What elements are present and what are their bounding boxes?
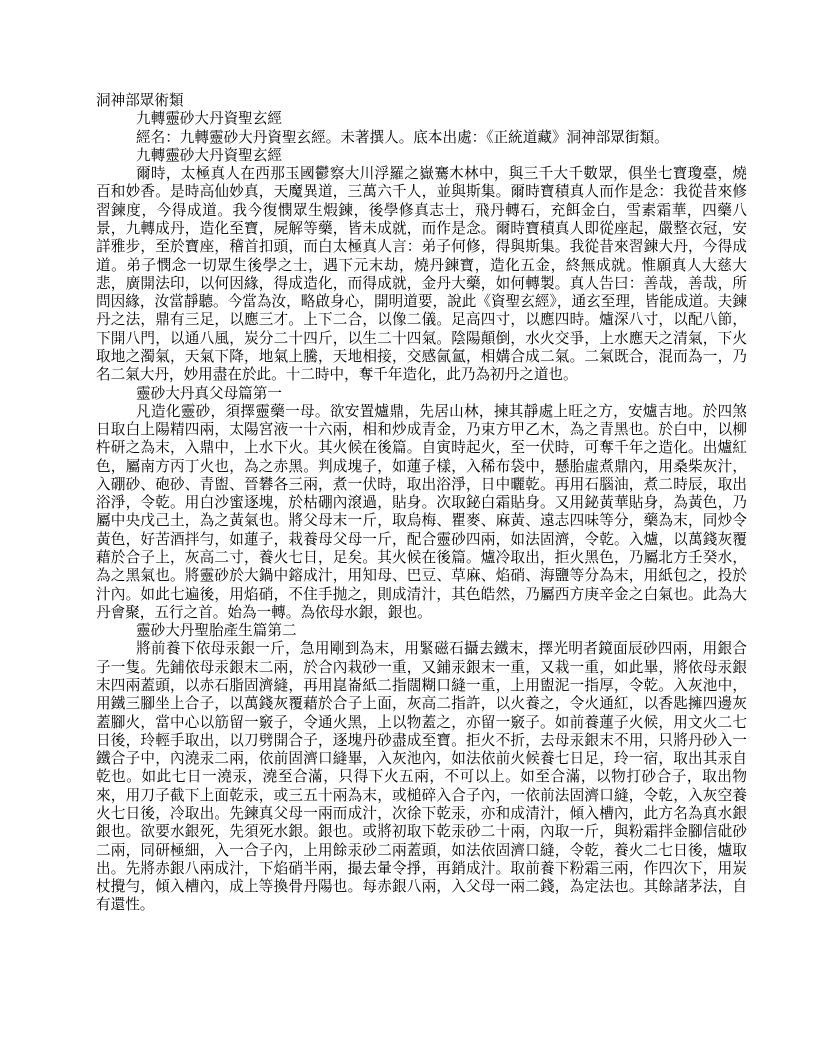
chapter-1-heading: 靈砂大丹真父母篇第一 [136,385,282,402]
doc-title: 九轉靈砂大丹資聖玄經 [136,111,282,128]
chapter-1-paragraph: 凡造化靈砂，須擇靈藥一母。欲安置爐鼎，先居山林，揀其靜處上旺之方，安爐吉地。於四煞日取白上陽精四兩，太陽宮液一十六兩，相和炒成青金，乃束方甲乙木，為之青黑也。於白中，以柳杵研之為末，入鼎中，上水下火。其火候在後篇。自寅時起火，至一伏時，可奪千年之造化。出爐紅色，屬南方丙丁火也，為之赤黑。判成塊子，如蓮子樣，入稀布袋中，懸胎虛煮鼎內，用桑柴灰汁，入硼砂、砲砂、青盥、晉礬各三兩，煮一伏時，取出浴淨，日中曬乾。再用石腦油，煮二時辰，取出浴淨，令乾。用白沙蜜逐塊，於枯硼內滾過，貼身。次取鉍白霜貼身。又用鉍黃華貼身，為黃色，乃屬中央戊己土，為之黃氣也。將父母末一斤，取烏梅、瞿麥、麻黃、遠志四味等分，藥為末，同炒令黃色，好苦酒拌勻，如蓮子，栽養母父母一斤，配合靈砂四兩，如法固濟，令乾。入爐，以萬錢灰覆藉於合子上，灰高二寸，養火七日，足矣。其火候在後篇。爐冷取出，拒火黑色，乃屬北方壬癸水，為之黑氣也。將靈砂於大鍋中鎔成汁，用知母、巴豆、草麻、焰硝、海鹽等分為末，用紙包之，投於汁內。如此七遍後，用焰硝，不住手抛之，則成清汁，其色皓然，乃屬西方庚辛金之白氣也。此為大丹會聚，五行之首。始為一轉。為依母水銀，銀也。 [96,403,747,621]
doc-meta-line: 經名：九轉靈砂大丹資聖玄經。未著撰人。底本出處：《正統道藏》洞神部眾街類。 [136,129,669,146]
chapter-2-paragraph: 將前養下依母汞銀一斤，急用剛到為末，用緊磁石攝去鐵末，擇光明者鏡面辰砂四兩，用銀合子一隻。先鋪依母汞銀末二兩，於合內栽砂一重，又鋪汞銀末一重，又栽一重，如此畢，將依母汞銀末四兩蓋頭，以赤石脂固濟縫，再用崑崙紙二指闊糊口縫一重，上用盥泥一指厚，令乾。入灰池中，用鐵三腳坐上合子，以萬錢灰覆藉於合子上面，灰高二指許，以火養之，令火通紅，以香匙擁四邊灰蓋腳火，當中心以筋留一竅子，令通火黑，上以物蓋之，亦留一竅子。如前養蓮子火候，用文火二七日後，玲輕手取出，以刀劈開合子，逐塊丹砂盡成至寶。拒火不折，去母汞銀末不用，只將丹砂入一鐵合子中，內澆汞二兩，依前固濟口縫畢，入灰池內，如法依前火候養七日足，玲一宿，取出其汞自乾也。如此七日一澆汞，澆至合滿，只得下火五兩，不可以上。如至合滿，以物打砂合子，取出物來，用刀子截下上面乾汞，或三五十兩為末，或槌碎入合子內，一依前法固濟口縫，令乾，入灰空養火七日後，冷取出。先鍊真父母一兩而成汁，次徐下乾汞，亦和成清汁，傾入槽內，此方名為真水銀銀也。欲要水銀死，先須死水銀。銀也。或將初取下乾汞砂二十兩，內取一斤，與粉霜拌金腳信砒砂二兩，同研極細，入一合子內，上用餘汞砂二兩蓋頭，如法依固濟口縫，令乾，養火二七日後，爐取出。先將赤銀八兩成汁，下焰硝半兩，撮去暈令掙，再銷成汁。取前養下粉霜三兩，作四次下，用炭杖攪勻，傾入槽內，成上等換骨丹陽也。每赤銀八兩，入父母一兩二錢，為定法也。其餘諸茅法，自有還性。 [96,641,747,914]
document-page [96,92,747,915]
opening-paragraph: 爾時，太極真人在西那玉國鬱察大川浮羅之嶽騫木林中，與三千大千數眾，俱坐七寶瓊臺，燒百和妙香。是時高仙妙真，天魔異道，三萬六千人，並與斯集。爾時寶積真人而作是念：我從昔來修習鍊度，今得成道。我今復憫眾生煆鍊，後學修真志士，飛丹轉石，充餌金白，雪素霜華，四藥八景，九轉成丹，造化至寶，屍解等藥，皆未成就，而作是念。爾時寶積真人即從座起，嚴整衣冠，安詳雅步，至於寶座，稽首扣頭，而白太極真人言：弟子何修，得與斯集。我從昔來習鍊大丹，今得成道。弟子憫念一切眾生後學之士，遇下元末劫，燒丹鍊寶，造化五金，終無成就。惟願真人大慈大悲，廣開法印，以何因緣，得成造化，而得成就，金丹大藥，如何轉製。真人告曰：善哉，善哉，所問因緣，汝當靜聽。今當為汝，略啟身心，開明道要，說此《資聖玄經》，通玄至理，皆能成道。夫鍊丹之法，鼎有三足，以應三才。上下二合，以像二儀。足高四寸，以應四時。爐深八寸，以配八節，下開八門，以通八風，炭分二十四斤，以生二十四氣。陰陽顛倒，水火交爭，上水應天之清氣，下火取地之濁氣，天氣下降，地氣上騰，天地相接，交感氤氳，相媾合成二氣。二氣既合，混而為一，乃名二氣大丹，妙用盡在於此。十二時中，奪千年造化，此乃為初丹之道也。 [96,166,747,384]
doc-subtitle: 九轉靈砂大丹資聖玄經 [136,147,282,164]
chapter-2-heading: 靈砂大丹聖胎產生篇第二 [136,623,297,640]
category-label: 洞神部眾術類 [96,93,184,109]
